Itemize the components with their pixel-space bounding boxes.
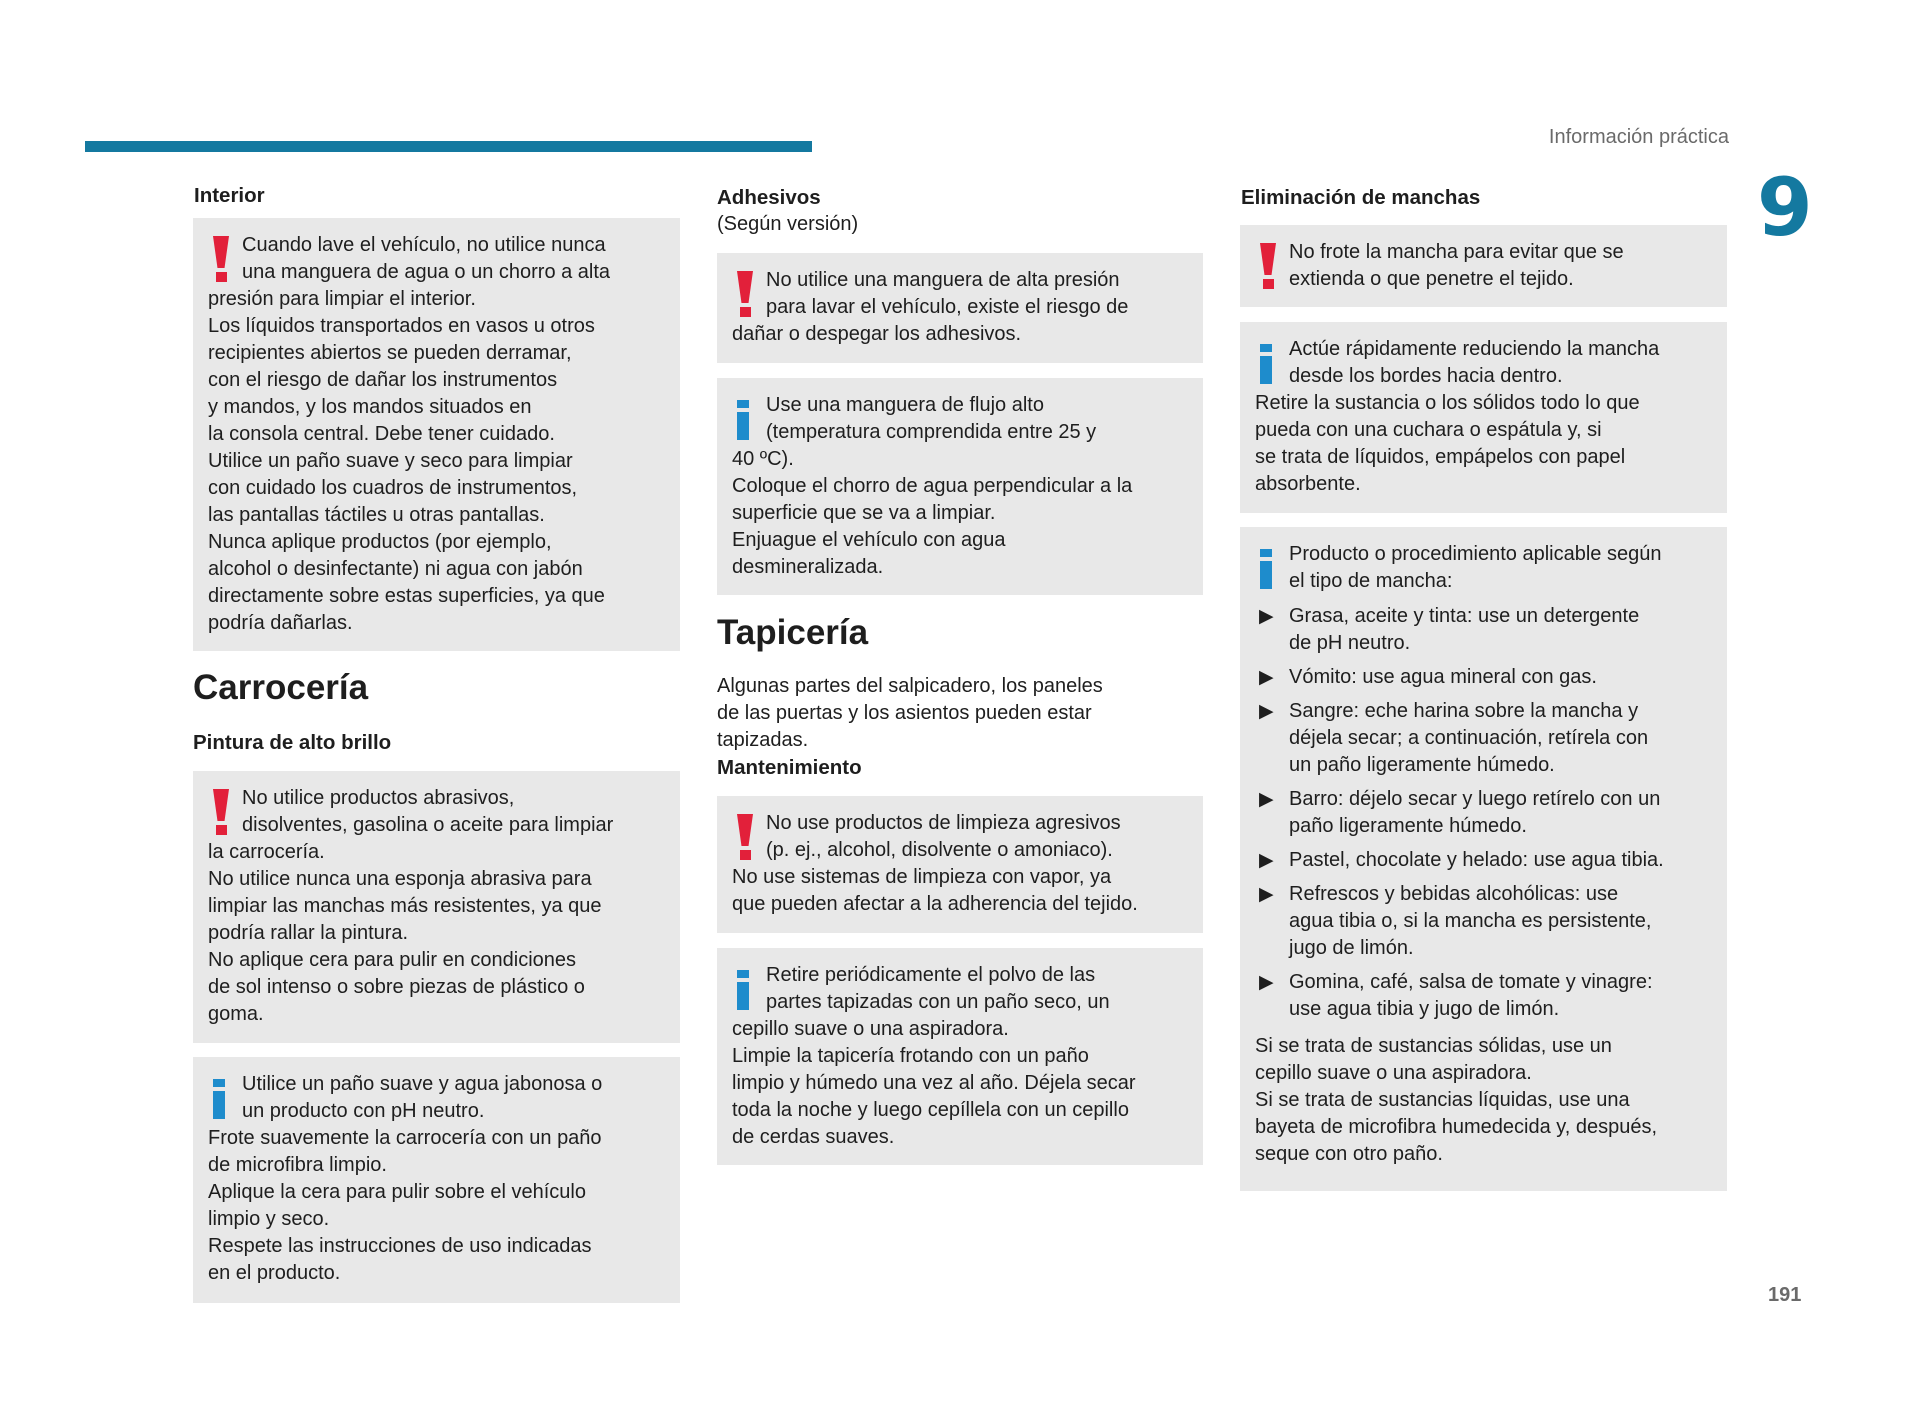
info-icon <box>732 962 766 1016</box>
warning-box <box>193 771 680 1043</box>
warning-icon <box>208 785 242 839</box>
subheading-pintura: Pintura de alto brillo <box>193 731 392 754</box>
info-text: Use una manguera de flujo alto (temperatura comprendida entre 25 y 40 ºC). Coloque el chorro de agua perpendicular a la superficie que se va a limpiar. Enjuague el vehículo con agua desmineralizada. <box>732 394 1133 578</box>
list-item-text: Pastel, chocolate y helado: use agua tibia. <box>1289 849 1664 871</box>
info-text: Utilice un paño suave y agua jabonosa o un producto con pH neutro. Frote suavemente la carrocería con un paño de microfibra limpio. Aplique la cera para pulir sobre el vehículo limpio y seco. Respete las instrucciones de uso indicadas en el producto. <box>208 1073 603 1284</box>
warning-text: Cuando lave el vehículo, no utilice nunca una manguera de agua o un chorro a alta presión para limpiar el interior. Los líquidos transportados en vasos u otros recipientes abiertos se pueden derramar, con el riesgo de dañar los instrumentos y mandos, y los mandos situados en la consola central. Debe tener cuidado. Utilice un paño suave y seco para limpiar con cuidado los cuadros de instrumentos, las pantallas táctiles u otras pantallas. Nunca aplique productos (por ejemplo, alcohol o desinfectante) ni agua con jabón directamente sobre estas superficies, ya que podría dañarlas. <box>208 234 611 634</box>
list-item <box>1255 847 1712 874</box>
list-item-text: Grasa, aceite y tinta: use un detergente de pH neutro. <box>1289 605 1640 654</box>
tapiceria-intro: Algunas partes del salpicadero, los paneles de las puertas y los asientos pueden estar tapizadas. <box>717 675 1103 751</box>
list-item-text: Refrescos y bebidas alcohólicas: use agua tibia o, si la mancha es persistente, jugo de limón. <box>1289 883 1652 959</box>
list-item-text: Barro: déjelo secar y luego retírelo con un paño ligeramente húmedo. <box>1289 788 1661 837</box>
info-icon <box>732 392 766 446</box>
info-icon <box>1255 336 1289 390</box>
info-box <box>1240 527 1727 1191</box>
list-item <box>1255 698 1712 779</box>
warning-icon <box>208 232 242 286</box>
section-label: Información práctica <box>1548 126 1729 148</box>
info-text: Retire periódicamente el polvo de las partes tapizadas con un paño seco, un cepillo suave o una aspiradora. Limpie la tapicería frotando con un paño limpio y húmedo una vez al año. Déjela secar toda la noche y luego cepíllela con un cepillo de cerdas suaves. <box>732 964 1136 1148</box>
warning-icon <box>1255 239 1289 293</box>
chapter-number: 9 <box>1757 161 1813 254</box>
heading-interior: Interior <box>194 184 265 207</box>
info-box <box>1240 322 1727 513</box>
warning-box <box>717 796 1203 933</box>
title-tapiceria: Tapicería <box>717 613 869 652</box>
warning-icon <box>732 810 766 864</box>
bullet-arrow-icon: ▶ <box>1259 701 1274 722</box>
bullet-arrow-icon: ▶ <box>1259 667 1274 688</box>
info-icon <box>208 1071 242 1125</box>
list-item-text: Vómito: use agua mineral con gas. <box>1289 666 1597 688</box>
bullet-arrow-icon: ▶ <box>1259 789 1274 810</box>
header-accent-bar <box>85 141 812 152</box>
heading-adhesivos: Adhesivos <box>717 186 821 209</box>
warning-text: No utilice productos abrasivos, disolventes, gasolina o aceite para limpiar la carrocería. No utilice nunca una esponja abrasiva para limpiar las manchas más resistentes, ya que podría rallar la pintura. No aplique cera para pulir en condiciones de sol intenso o sobre piezas de plástico o goma. <box>208 787 614 1025</box>
subheading-mantenimiento: Mantenimiento <box>717 756 862 779</box>
page-number: 191 <box>1768 1284 1802 1306</box>
subheading-version: (Según versión) <box>717 213 859 235</box>
warning-text: No utilice una manguera de alta presión para lavar el vehículo, existe el riesgo de dañar o despegar los adhesivos. <box>732 269 1129 345</box>
info-text: Producto o procedimiento aplicable según el tipo de mancha: <box>1289 543 1662 592</box>
heading-manchas: Eliminación de manchas <box>1241 186 1481 209</box>
info-box <box>717 378 1203 595</box>
list-item <box>1255 969 1712 1023</box>
bullet-arrow-icon: ▶ <box>1259 606 1274 627</box>
list-item <box>1255 603 1712 657</box>
warning-icon <box>732 267 766 321</box>
warning-text: No use productos de limpieza agresivos (p. ej., alcohol, disolvente o amoniaco). No use sistemas de limpieza con vapor, ya que pueden afectar a la adherencia del tejido. <box>732 812 1138 915</box>
warning-box <box>1240 225 1727 307</box>
info-box <box>717 948 1203 1165</box>
info-text: Actúe rápidamente reduciendo la mancha desde los bordes hacia dentro. Retire la sustancia o los sólidos todo lo que pueda con una cuchara o espátula y, si se trata de líquidos, empápelos con papel absorbente. <box>1255 338 1660 495</box>
list-item <box>1255 664 1712 691</box>
title-carroceria: Carrocería <box>193 668 369 707</box>
list-item-text: Sangre: eche harina sobre la mancha y déjela secar; a continuación, retírela con un paño ligeramente húmedo. <box>1289 700 1649 776</box>
info-icon <box>1255 541 1289 595</box>
list-item <box>1255 786 1712 840</box>
list-item-text: Gomina, café, salsa de tomate y vinagre: use agua tibia y jugo de limón. <box>1289 971 1653 1020</box>
bullet-arrow-icon: ▶ <box>1259 972 1274 993</box>
stain-list <box>1255 603 1712 1023</box>
bullet-arrow-icon: ▶ <box>1259 884 1274 905</box>
info-outro-text: Si se trata de sustancias sólidas, use un cepillo suave o una aspiradora. Si se trata de sustancias líquidas, use una bayeta de microfibra humedecida y, después, seque con otro paño. <box>1255 1035 1658 1165</box>
list-item <box>1255 881 1712 962</box>
bullet-arrow-icon: ▶ <box>1259 850 1274 871</box>
warning-text: No frote la mancha para evitar que se extienda o que penetre el tejido. <box>1289 241 1624 290</box>
warning-box <box>717 253 1203 363</box>
warning-box <box>193 218 680 651</box>
info-box <box>193 1057 680 1303</box>
